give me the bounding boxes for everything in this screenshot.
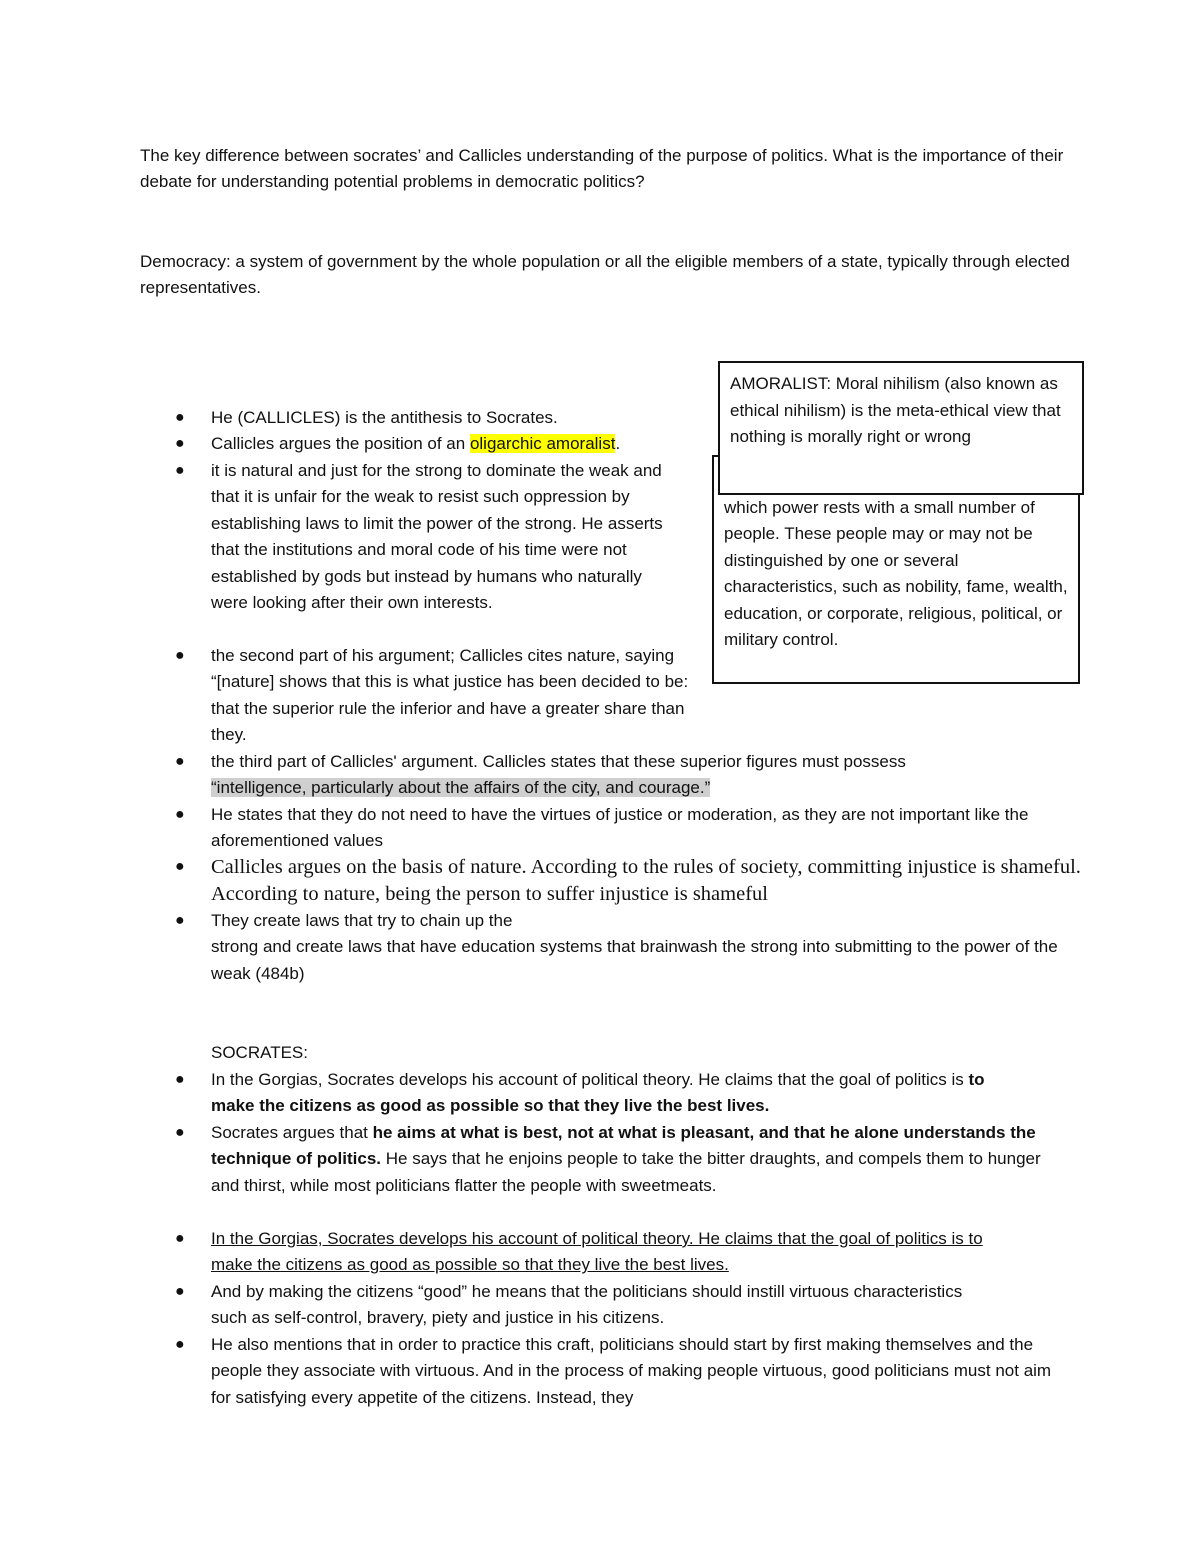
oligarchic-definition: which power rests with a small number of people. These people may or may not be distinguished by one or several characteristics, such as nobility, fame, wealth, education, or corporate, religious, political, or military control. <box>724 497 1068 649</box>
oligarchic-amoralist-highlight: oligarchic amoralist <box>469 434 616 453</box>
bullet-icon: ● <box>175 806 185 823</box>
bullet-icon: ● <box>175 753 185 770</box>
bullet-icon: ● <box>175 435 185 452</box>
bullet-icon: ● <box>175 1124 185 1141</box>
bullet-icon: ● <box>175 1230 185 1247</box>
socrates-point-5: He also mentions that in order to practice this craft, politicians should start by first making themselves and the people they associate with virtuous. And in the process of making people virtuous, good politicians must not aim for satisfying every appetite of the citizens. Instead, they <box>211 1335 1052 1407</box>
callicles-point-4: the second part of his argument; Callicles cites nature, saying “[nature] shows that this is what justice has been decided to be: that the superior rule the inferior and have a greater share than they. <box>211 646 689 745</box>
bullet-icon: ● <box>175 409 185 426</box>
callicles-point-7: Callicles argues on the basis of nature. According to the rules of society, committing injustice is shameful. According to nature, being the person to suffer injustice is shameful <box>211 856 1081 905</box>
callicles-point-1: He (CALLICLES) is the antithesis to Socrates. <box>211 408 558 427</box>
socrates-point-2: Socrates argues that he aims at what is best, not at what is pleasant, and that he alone understands the technique of politics. He says that he enjoins people to take the bitter draughts, and compels them to hunger and thirst, while most politicians flatter the people with sweetmeats. <box>211 1123 1041 1195</box>
callicles-point-5: the third part of Callicles' argument. Callicles states that these superior figures must possess “intelligence, particularly about the affairs of the city, and courage.” <box>211 752 906 798</box>
socrates-point-3: In the Gorgias, Socrates develops his account of political theory. He claims that the goal of politics is to make the citizens as good as possible so that they live the best lives. <box>211 1229 983 1275</box>
democracy-definition: Democracy: a system of government by the whole population or all the eligible members of a state, typically through elected representatives. <box>140 252 1070 297</box>
bullet-icon: ● <box>175 647 185 664</box>
bullet-icon: ● <box>175 858 185 875</box>
callicles-point-3: it is natural and just for the strong to dominate the weak and that it is unfair for the weak to resist such oppression by establishing laws to limit the power of the strong. He asserts that the institutions and moral code of his time were not established by gods but instead by humans who naturally were looking after their own interests. <box>211 461 663 613</box>
intelligence-quote-highlight: “intelligence, particularly about the affairs of the city, and courage.” <box>211 778 711 798</box>
bullet-icon: ● <box>175 912 185 929</box>
socrates-heading: SOCRATES: <box>211 1043 308 1062</box>
callicles-point-6: He states that they do not need to have the virtues of justice or moderation, as they are not important like the aforementioned values <box>211 805 1029 851</box>
socrates-point-4: And by making the citizens “good” he means that the politicians should instill virtuous characteristics such as self-control, bravery, piety and justice in his citizens. <box>211 1282 963 1328</box>
amoralist-definition: AMORALIST: Moral nihilism (also known as ethical nihilism) is the meta-ethical view that nothing is morally right or wrong <box>730 374 1061 446</box>
callicles-point-2: Callicles argues the position of an oligarchic amoralist. <box>211 434 621 453</box>
bullet-icon: ● <box>175 462 185 479</box>
bullet-icon: ● <box>175 1071 185 1088</box>
bullet-icon: ● <box>175 1283 185 1300</box>
socrates-point-1: In the Gorgias, Socrates develops his account of political theory. He claims that the goal of politics is to make the citizens as good as possible so that they live the best lives. <box>211 1070 985 1116</box>
bullet-icon: ● <box>175 1336 185 1353</box>
callicles-point-8: They create laws that try to chain up the strong and create laws that have education systems that brainwash the strong into submitting to the power of the weak (484b) <box>211 911 1058 983</box>
assignment-question: The key difference between socrates’ and Callicles understanding of the purpose of politics. What is the importance of their debate for understanding potential problems in democratic politics? <box>140 146 1064 191</box>
